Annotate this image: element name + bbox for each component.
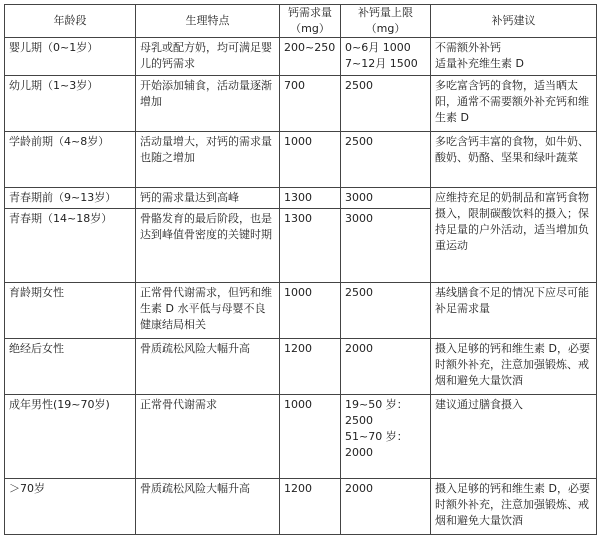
limit-cell: 3000 — [341, 188, 431, 209]
need-cell: 1000 — [280, 283, 341, 339]
traits-cell: 钙的需求量达到高峰 — [136, 188, 280, 209]
limit-cell: 2500 — [341, 76, 431, 132]
need-cell: 1000 — [280, 395, 341, 479]
need-cell: 1300 — [280, 209, 341, 283]
age-cell: 幼儿期（1~3岁） — [5, 76, 136, 132]
traits-cell: 活动量增大，对钙的需求量也随之增加 — [136, 132, 280, 188]
age-cell: 成年男性(19~70岁) — [5, 395, 136, 479]
limit-cell: 2000 — [341, 479, 431, 535]
age-cell: 育龄期女性 — [5, 283, 136, 339]
advice-cell: 摄入足够的钙和维生素 D，必要时额外补充，注意加强锻炼、戒烟和避免大量饮酒 — [431, 479, 597, 535]
table-row — [5, 76, 597, 132]
traits-cell: 开始添加辅食，活动量逐渐增加 — [136, 76, 280, 132]
age-cell: 青春期（14~18岁） — [5, 209, 136, 283]
limit-cell: 19~50 岁： 2500 51~70 岁： 2000 — [341, 395, 431, 479]
table-row — [5, 132, 597, 188]
need-cell: 1300 — [280, 188, 341, 209]
advice-cell: 不需额外补钙 适量补充维生素 D — [431, 38, 597, 76]
need-cell: 200~250 — [280, 38, 341, 76]
header-traits: 生理特点 — [136, 5, 280, 38]
limit-cell: 2500 — [341, 283, 431, 339]
traits-cell: 骨质疏松风险大幅升高 — [136, 479, 280, 535]
need-cell: 700 — [280, 76, 341, 132]
need-cell: 1000 — [280, 132, 341, 188]
table-row — [5, 283, 597, 339]
header-need: 钙需求量（mg） — [280, 5, 341, 38]
age-cell: 青春期前（9~13岁） — [5, 188, 136, 209]
limit-cell: 3000 — [341, 209, 431, 283]
table-row — [5, 339, 597, 395]
advice-cell: 基线膳食不足的情况下应尽可能补足需求量 — [431, 283, 597, 339]
table-row — [5, 188, 597, 209]
traits-cell: 骨骼发育的最后阶段，也是达到峰值骨密度的关键时期 — [136, 209, 280, 283]
advice-cell: 建议通过膳食摄入 — [431, 395, 597, 479]
advice-cell: 应维持充足的奶制品和富钙食物摄入，限制碳酸饮料的摄入；保持足量的户外活动，适当增加负重运动 — [431, 188, 597, 283]
header-limit: 补钙量上限（mg） — [341, 5, 431, 38]
age-cell: 婴儿期（0~1岁） — [5, 38, 136, 76]
advice-cell: 多吃富含钙的食物，适当晒太阳，通常不需要额外补充钙和维生素 D — [431, 76, 597, 132]
limit-cell: 2500 — [341, 132, 431, 188]
age-cell: 绝经后女性 — [5, 339, 136, 395]
advice-cell: 摄入足够的钙和维生素 D，必要时额外补充，注意加强锻炼、戒烟和避免大量饮酒 — [431, 339, 597, 395]
need-cell: 1200 — [280, 339, 341, 395]
traits-cell: 正常骨代谢需求 — [136, 395, 280, 479]
header-age: 年龄段 — [5, 5, 136, 38]
table-row — [5, 479, 597, 535]
table-row — [5, 395, 597, 479]
limit-cell: 0~6月 1000 7~12月 1500 — [341, 38, 431, 76]
need-cell: 1200 — [280, 479, 341, 535]
table-row — [5, 38, 597, 76]
calcium-table — [4, 4, 597, 535]
age-cell: ＞70岁 — [5, 479, 136, 535]
traits-cell: 母乳或配方奶，均可满足婴儿的钙需求 — [136, 38, 280, 76]
traits-cell: 正常骨代谢需求，但钙和维生素 D 水平低与母婴不良健康结局相关 — [136, 283, 280, 339]
traits-cell: 骨质疏松风险大幅升高 — [136, 339, 280, 395]
header-advice: 补钙建议 — [431, 5, 597, 38]
header-row — [5, 5, 597, 38]
advice-cell: 多吃含钙丰富的食物，如牛奶、酸奶、奶酪、坚果和绿叶蔬菜 — [431, 132, 597, 188]
age-cell: 学龄前期（4~8岁） — [5, 132, 136, 188]
limit-cell: 2000 — [341, 339, 431, 395]
